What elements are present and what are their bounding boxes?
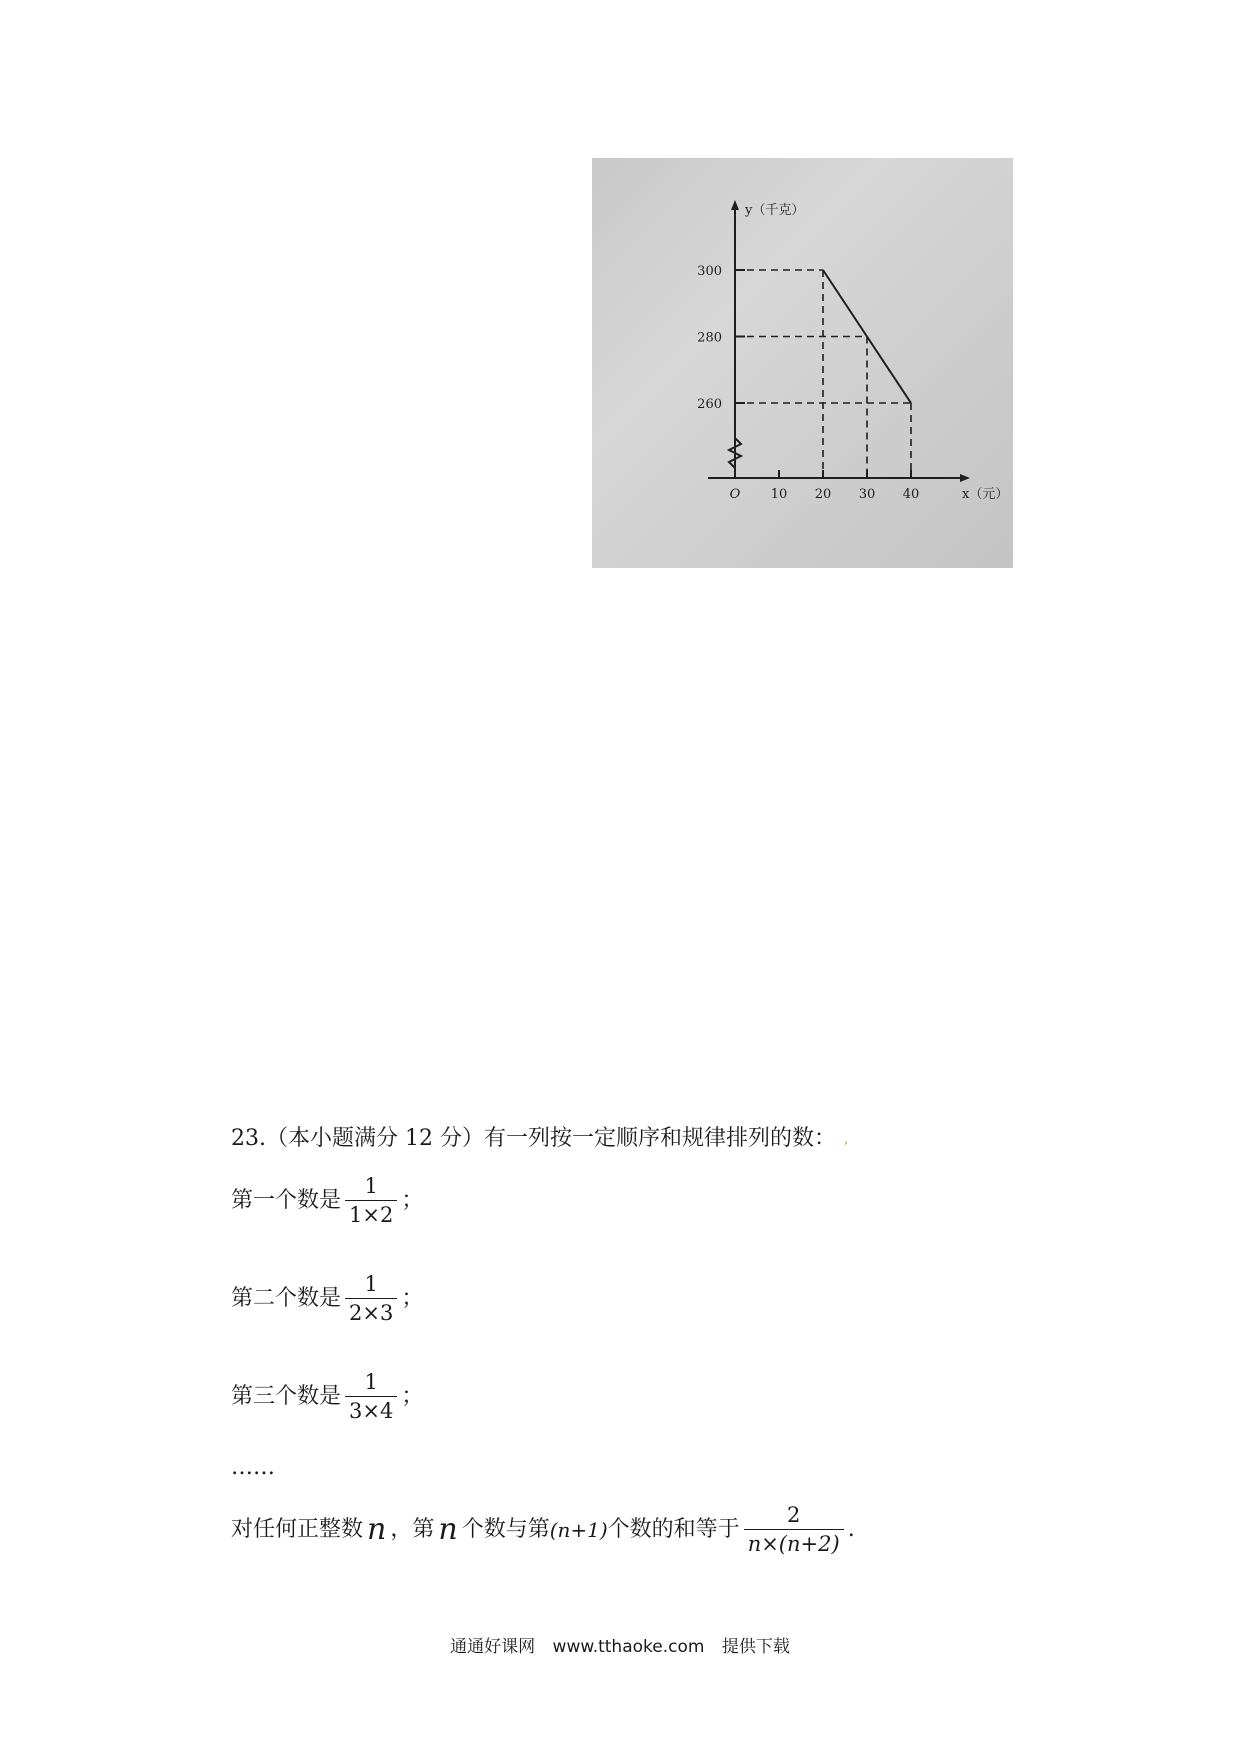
y-axis-label: y（千克）: [745, 203, 805, 218]
final-part2: ，第: [390, 1517, 435, 1542]
x-tick-label-40: 40: [902, 487, 920, 502]
footer-action: 提供下载: [721, 1637, 790, 1657]
item-2-fraction: [345, 1274, 397, 1324]
x-axis-label: x（元）: [962, 487, 1009, 502]
final-denominator: n×(n+2): [744, 1529, 844, 1555]
item-1-prefix: 第一个数是: [231, 1188, 342, 1213]
item-2-denominator: 2×3: [345, 1298, 397, 1324]
price-weight-chart: [592, 158, 1013, 568]
item-3: [231, 1372, 423, 1422]
final-part1: 对任何正整数: [231, 1517, 364, 1542]
footer: [0, 1632, 1240, 1657]
item-3-numerator: 1: [364, 1370, 378, 1394]
item-3-denominator: 3×4: [345, 1396, 397, 1422]
intro-mark: ,: [843, 1131, 849, 1147]
item-1: [231, 1176, 423, 1226]
item-3-suffix: ；: [401, 1384, 424, 1409]
item-2-prefix: 第二个数是: [231, 1286, 342, 1311]
final-n2: n: [438, 1512, 458, 1547]
final-numerator: 2: [787, 1503, 801, 1527]
y-tick-label-260: 260: [697, 397, 722, 412]
item-2: [231, 1274, 423, 1324]
x-axis-arrow: [960, 474, 970, 482]
ellipsis: [231, 1457, 275, 1479]
item-3-prefix: 第三个数是: [231, 1384, 342, 1409]
item-2-suffix: ；: [401, 1286, 424, 1311]
item-1-denominator: 1×2: [345, 1200, 397, 1226]
item-1-numerator: 1: [364, 1174, 378, 1198]
ellipsis-text: ……: [231, 1455, 275, 1480]
x-tick-label-10: 10: [770, 487, 788, 502]
final-paren: (n+1): [549, 1518, 608, 1542]
final-part4: 个数的和等于: [607, 1517, 740, 1542]
item-3-fraction: [345, 1372, 397, 1422]
graph-photo: [592, 158, 1013, 568]
final-part3: 个数与第: [461, 1517, 550, 1542]
final-fraction: [744, 1505, 844, 1555]
footer-site: 通通好课网: [450, 1637, 536, 1657]
y-tick-label-300: 300: [697, 264, 722, 279]
item-1-fraction: [345, 1176, 397, 1226]
origin-label: O: [729, 487, 741, 502]
item-2-numerator: 1: [364, 1272, 378, 1296]
item-1-suffix: ；: [401, 1188, 424, 1213]
final-end: .: [847, 1517, 855, 1542]
y-tick-label-280: 280: [697, 330, 722, 346]
final-statement: [231, 1505, 855, 1555]
footer-url: www.tthaoke.com: [552, 1637, 705, 1657]
problem-intro: [231, 1128, 848, 1150]
y-axis-arrow: [731, 200, 739, 210]
x-tick-label-20: 20: [814, 487, 832, 502]
x-tick-label-30: 30: [858, 487, 876, 502]
final-n1: n: [367, 1512, 387, 1547]
problem-intro-text: 23.（本小题满分 12 分）有一列按一定顺序和规律排列的数：: [231, 1126, 836, 1151]
